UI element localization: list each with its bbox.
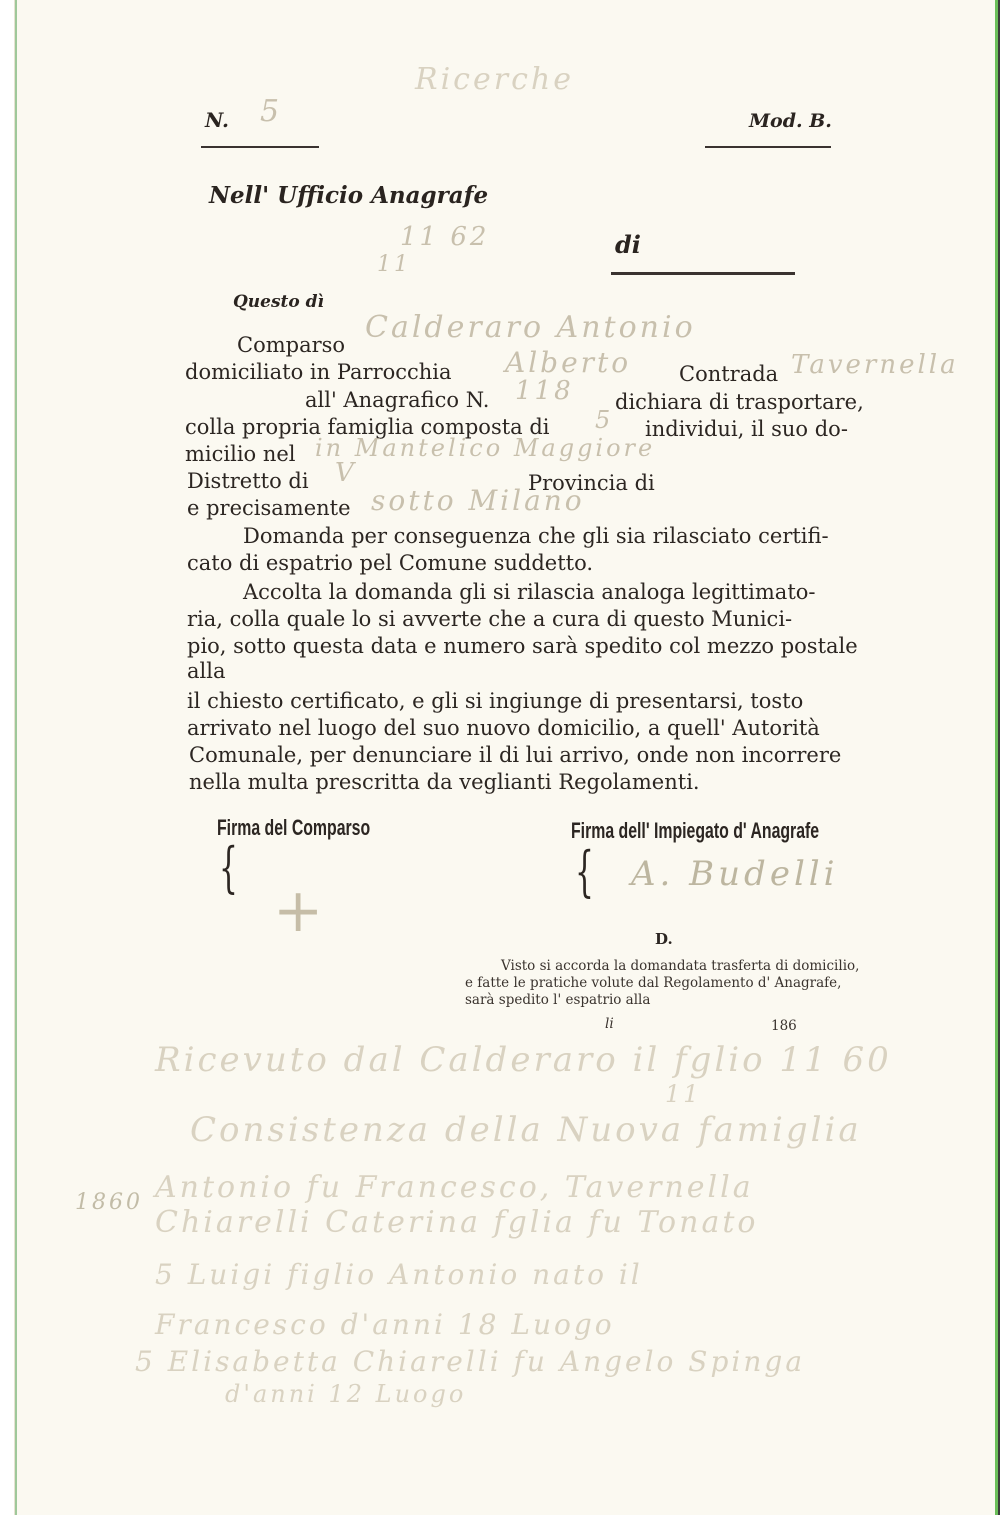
document-page	[14, 0, 1000, 1515]
anagrafico-label: all' Anagrafico N.	[305, 388, 490, 412]
section-d-letter: D.	[655, 930, 673, 948]
handwritten-note-5: Chiarelli Caterina fglia fu Tonato	[155, 1205, 759, 1240]
contrada-handwritten: Tavernella	[791, 350, 959, 380]
famiglia-handwritten-count: 5	[595, 406, 614, 434]
number-handwritten-value: 5	[260, 94, 283, 129]
handwritten-note-7: Francesco d'anni 18 Luogo	[155, 1308, 615, 1341]
section-d-line-2: e fatte le pratiche volute dal Regolamento d' Anagrafe,	[465, 975, 842, 991]
micilio-nel-label: micilio nel	[185, 442, 296, 466]
section-d-year: 186	[771, 1018, 797, 1034]
office-date-handwritten: 11 62	[400, 222, 490, 252]
model-label: Mod. B.	[749, 110, 832, 132]
top-handwritten-note: Ricerche	[415, 62, 574, 97]
paragraph-line-8: arrivato nel luogo del suo nuovo domicilio, a quell' Autorità	[187, 716, 820, 740]
di-label: di	[615, 230, 641, 259]
colla-propria-text: colla propria famiglia composta di	[185, 415, 550, 439]
dichiara-text: dichiara di trasportare,	[615, 390, 864, 414]
distretto-label: Distretto di	[187, 469, 309, 493]
micilio-handwritten: in Mantelico Maggiore	[315, 434, 656, 462]
paragraph-line-4: ria, colla quale lo si avverte che a cura di questo Munici-	[187, 607, 793, 631]
precisamente-handwritten: sotto Milano	[371, 484, 585, 517]
number-label: N.	[205, 108, 229, 132]
model-underline	[705, 146, 831, 148]
handwritten-note-9: d'anni 12 Luogo	[225, 1380, 467, 1408]
section-d-line-1: Visto si accorda la domandata trasferta di domicilio,	[501, 958, 860, 974]
left-margin-strip	[15, 0, 17, 1515]
section-d-li: li	[605, 1016, 614, 1032]
paragraph-line-3: Accolta la domanda gli si rilascia analoga legittimato-	[243, 580, 816, 604]
comparso-cross-mark: +	[273, 876, 324, 946]
paragraph-line-1: Domanda per conseguenza che gli sia rilasciato certifi-	[243, 524, 829, 548]
paragraph-line-7: il chiesto certificato, e gli si ingiunge di presentarsi, tosto	[187, 689, 804, 713]
paragraph-line-9: Comunale, per denunciare il di lui arrivo, onde non incorrere	[189, 743, 842, 767]
comparso-signature-brace: {	[219, 836, 238, 899]
office-title: Nell' Ufficio Anagrafe	[209, 182, 489, 209]
individui-text: individui, il suo do-	[645, 417, 848, 441]
paragraph-line-10: nella multa prescritta da veglianti Regolamenti.	[189, 770, 700, 794]
comparso-label: Comparso	[237, 333, 346, 357]
handwritten-note-year: 1860	[75, 1190, 143, 1215]
distretto-handwritten: V	[335, 458, 357, 488]
impiegato-signature-brace: {	[575, 840, 594, 903]
firma-impiegato-label: Firma dell' Impiegato d' Anagrafe	[571, 818, 820, 843]
parrocchia-handwritten: Alberto	[505, 346, 632, 379]
handwritten-note-8: 5 Elisabetta Chiarelli fu Angelo Spinga	[135, 1345, 806, 1378]
paragraph-line-6: alla	[187, 659, 226, 683]
section-d-line-3: sarà spedito l' espatrio alla	[465, 992, 651, 1008]
number-underline	[201, 146, 319, 148]
handwritten-note-2: 11	[665, 1080, 702, 1108]
handwritten-note-3: Consistenza della Nuova famiglia	[190, 1110, 862, 1150]
comparso-handwritten-name: Calderaro Antonio	[365, 310, 696, 345]
anagrafico-handwritten-number: 118	[515, 376, 574, 406]
firma-comparso-label: Firma del Comparso	[217, 815, 371, 840]
paragraph-line-2: cato di espatrio pel Comune suddetto.	[187, 551, 594, 575]
di-underline	[611, 272, 795, 275]
handwritten-note-1: Ricevuto dal Calderaro il fglio 11 60	[155, 1040, 892, 1080]
questo-di-label: Questo dì	[233, 292, 325, 312]
handwritten-note-4: Antonio fu Francesco, Tavernella	[155, 1170, 754, 1205]
domiciliato-label: domiciliato in Parrocchia	[185, 360, 452, 384]
precisamente-label: e precisamente	[187, 496, 351, 520]
provincia-label: Provincia di	[528, 471, 655, 495]
handwritten-note-6: 5 Luigi figlio Antonio nato il	[155, 1258, 643, 1291]
paragraph-line-5: pio, sotto questa data e numero sarà spedito col mezzo postale	[187, 634, 858, 658]
office-date-handwritten-b: 11	[377, 252, 411, 277]
contrada-label: Contrada	[679, 362, 779, 386]
impiegato-handwritten-signature: A. Budelli	[631, 854, 839, 894]
